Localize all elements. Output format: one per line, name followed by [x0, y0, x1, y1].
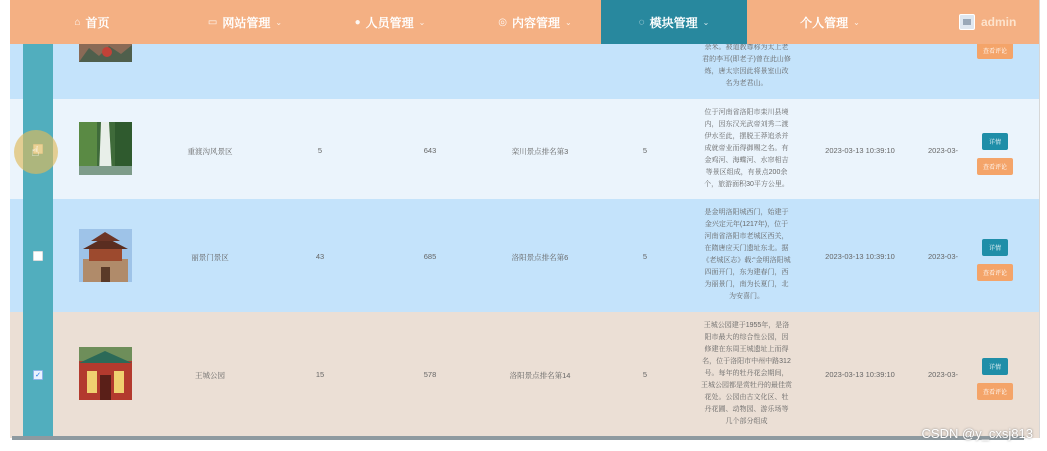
- chevron-down-icon: ⌄: [853, 17, 860, 27]
- nav-site-management[interactable]: [190, 0, 300, 44]
- updated-time: 2023-03-: [928, 252, 959, 261]
- detail-button[interactable]: 详情: [982, 358, 1008, 375]
- watermark: CSDN @y_cxsj813: [921, 426, 1033, 441]
- monitor-icon: ▭: [207, 16, 218, 28]
- data-table: [10, 0, 1040, 438]
- selection-column: [23, 312, 53, 438]
- table-row: [10, 312, 1039, 438]
- target-icon: ◎: [498, 16, 507, 28]
- horizontal-scrollbar[interactable]: [12, 436, 1024, 440]
- ranking-text: 栾川景点排名第3: [511, 147, 569, 156]
- cell-value: 5: [642, 146, 648, 155]
- hand-cursor-icon: ☝: [31, 143, 40, 159]
- intro-text: 位于河南省洛阳市栾川县境 内，因东汉光武帝刘秀二渡 伊水至此，摆脱王莽追杀并 成就帝业而得御赐之名。有 金鸡河、海蝶河、水帘相吉 等景区组成，有景点200余 个，旅游面积30平方公里。: [704, 109, 789, 188]
- intro-text: 是金明洛阳城西门，始建于 金兴定元年(1217年)，位于 河南省洛阳市老城区西关， 在隋唐应天门遗址东北。据 《老城区志》载:“金明洛阳城 四面开门，东为建春门，西 为丽景门，南为长夏门，北 为安喜门。: [702, 209, 791, 300]
- row-actions: [965, 358, 1025, 400]
- scenic-thumbnail[interactable]: [79, 347, 132, 400]
- nav-home[interactable]: [62, 0, 122, 44]
- selection-column: [23, 199, 53, 312]
- nav-staff-management[interactable]: [335, 0, 445, 44]
- cell-value: 685: [423, 252, 437, 261]
- created-time: 2023-03-13 10:39:10: [825, 370, 895, 379]
- row-checkbox[interactable]: [33, 251, 43, 261]
- cell-value: 5: [642, 370, 648, 379]
- cell-value: 43: [315, 252, 325, 261]
- cell-value: 5: [642, 252, 648, 261]
- nav-label: 人员管理: [365, 15, 414, 30]
- row-actions: [965, 42, 1025, 59]
- chevron-down-icon: ⌄: [275, 17, 283, 27]
- cell-value: 643: [423, 146, 437, 155]
- ranking-text: 洛阳景点排名第6: [511, 253, 569, 262]
- avatar: [959, 14, 975, 30]
- nav-personal-management[interactable]: [780, 0, 880, 44]
- username: admin: [981, 15, 1017, 29]
- nav-label: 模块管理: [649, 15, 698, 30]
- chevron-down-icon: ⌄: [702, 17, 710, 27]
- detail-button[interactable]: 详情: [982, 133, 1008, 150]
- cell-value: 15: [315, 370, 325, 379]
- nav-content-management[interactable]: [480, 0, 590, 44]
- intro-text: 王城公园建于1955年，是洛 阳市最大的综合性公园，因 修建在东周王城遗址上而得 名，位于洛阳市中州中路312 号。每年的牡丹花会期间， 王城公园都是赏牡丹的最佳赏 花处。公园由古文化区、牡 丹花圃、动物园、游乐场等 几个部分组成: [701, 322, 792, 425]
- scenic-name: 王城公园: [195, 371, 225, 380]
- created-time: 2023-03-13 10:39:10: [825, 146, 895, 155]
- row-actions: [965, 133, 1025, 175]
- user-icon: ●: [354, 16, 361, 28]
- user-menu[interactable]: [959, 0, 1039, 44]
- scenic-thumbnail[interactable]: [79, 42, 132, 62]
- ranking-text: 洛阳景点排名第14: [509, 371, 571, 380]
- row-actions: [965, 239, 1025, 281]
- view-reviews-button[interactable]: 查看评论: [977, 42, 1013, 59]
- updated-time: 2023-03-: [928, 146, 959, 155]
- cell-value: 5: [317, 146, 323, 155]
- module-icon: ◌: [638, 16, 645, 28]
- chevron-down-icon: ⌄: [565, 17, 572, 27]
- updated-time: 2023-03-: [928, 370, 959, 379]
- created-time: 2023-03-13 10:39:10: [825, 252, 895, 261]
- cell-value: 578: [423, 370, 437, 379]
- nav-label: 网站管理: [222, 15, 271, 30]
- nav-label: 首页: [85, 15, 110, 30]
- top-navbar: [10, 0, 1039, 44]
- view-reviews-button[interactable]: 查看评论: [977, 264, 1013, 281]
- home-icon: ⌂: [74, 16, 81, 28]
- chevron-down-icon: ⌄: [418, 17, 426, 27]
- row-checkbox-checked[interactable]: ✓: [33, 370, 43, 380]
- nav-label: 个人管理: [800, 15, 849, 30]
- scenic-thumbnail[interactable]: [79, 122, 132, 175]
- view-reviews-button[interactable]: 查看评论: [977, 383, 1013, 400]
- table-row: [10, 199, 1039, 312]
- detail-button[interactable]: 详情: [982, 239, 1008, 256]
- nav-label: 内容管理: [512, 15, 561, 30]
- scenic-thumbnail[interactable]: [79, 229, 132, 282]
- table-row: [10, 99, 1039, 199]
- intro-text: 余米。被道教尊称为太上老 君的李耳(即老子)曾在此山修 炼，唐太宗因此将景室山改 名为老君山。: [702, 44, 791, 87]
- view-reviews-button[interactable]: 查看评论: [977, 158, 1013, 175]
- scenic-name: 丽景门景区: [191, 253, 229, 262]
- scenic-name: 重渡沟风景区: [187, 147, 233, 156]
- nav-module-management[interactable]: [601, 0, 747, 44]
